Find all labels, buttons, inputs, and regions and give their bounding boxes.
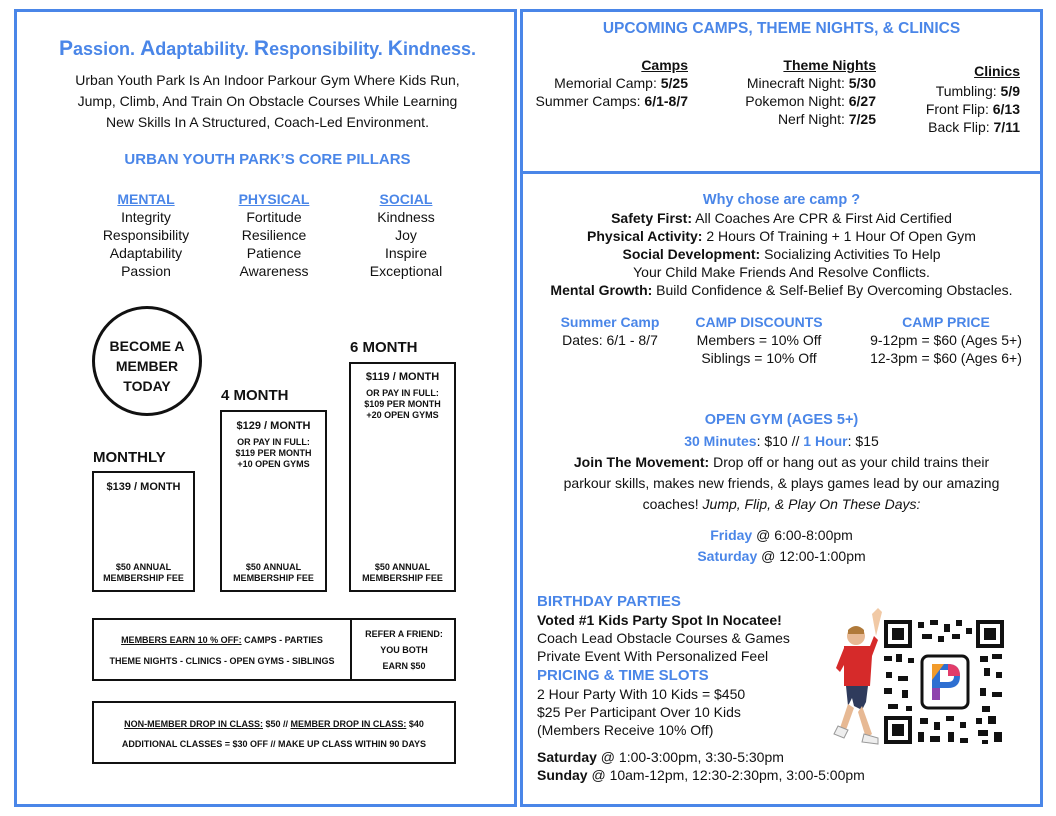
plan-label-four: 4 MONTH [221, 387, 289, 404]
pillar-physical: PHYSICAL Fortitude Resilience Patience Awareness [238, 191, 310, 279]
camp-price: CAMP PRICE 9-12pm = $60 (Ages 5+) 12-3pm = $60 (Ages 6+) [870, 314, 1022, 366]
plan-card-six: $119 / MONTH OR PAY IN FULL: $109 PER MONTH +20 OPEN GYMS $50 ANNUAL MEMBERSHIP FEE [349, 362, 456, 592]
summer-camp-info: Summer Camp Dates: 6/1 - 8/7 [560, 314, 660, 348]
tagline [14, 37, 521, 61]
camps-column: Camps Memorial Camp: 5/25 Summer Camps: 6/1-8/7 [535, 57, 688, 109]
drop-in-box: NON-MEMBER DROP IN CLASS: $50 // MEMBER DROP IN CLASS: $40 ADDITIONAL CLASSES = $30 OFF // MAKE UP CLASS WITHIN 90 DAYS [92, 701, 456, 764]
plan-label-six: 6 MONTH [350, 339, 418, 356]
pillars-title: URBAN YOUTH PARK’S CORE PILLARS [124, 151, 411, 168]
open-gym-section: OPEN GYM (AGES 5+) 30 Minutes: $10 // 1 Hour: $15 Join The Movement: Drop off or hang out as your child trains their parkour skills, makes new friends, & plays games lead by our amazing coaches! Jump, Flip, & Play On These Days: Friday @ 6:00-8:00pm Saturday @ 12:00-1:00pm [563, 412, 1000, 564]
why-section: Why chose are camp ? Safety First: All Coaches Are CPR & First Aid Certified Physical Activity: 2 Hours Of Training + 1 Hour Of Open Gym Social Development: Socializing Activities To Help Your Child Make Friends And Resolve Conflicts. Mental Growth: Build Confidence & Self-Belief By Overcoming Obstacles. [550, 192, 1013, 298]
become-member-circle: BECOME A MEMBER TODAY [92, 306, 202, 416]
tagline-word: Responsibility. [253, 37, 388, 60]
birthday-section: BIRTHDAY PARTIES Voted #1 Kids Party Spot In Nocatee! Coach Lead Obstacle Courses & Games Private Event With Personalized Feel PRICING & TIME SLOTS 2 Hour Party With 10 Kids = $450 $25 Per Participant Over 10 Kids (Members Receive 10% Off) Saturday @ 1:00-3:00pm, 3:30-5:30pm Sunday @ 10am-12pm, 12:30-2:30pm, 3:00-5:00pm [537, 593, 865, 783]
plan-card-monthly: $139 / MONTH $50 ANNUAL MEMBERSHIP FEE [92, 471, 195, 592]
tagline-word: Passion. [59, 37, 141, 60]
tagline-word: Kindness. [387, 37, 476, 60]
upcoming-title: UPCOMING CAMPS, THEME NIGHTS, & CLINICS [602, 20, 961, 37]
qr-code-image [882, 618, 1006, 746]
tagline-word: Adaptability. [140, 37, 254, 60]
member-discount-box: MEMBERS EARN 10 % OFF: CAMPS - PARTIES THEME NIGHTS - CLINICS - OPEN GYMS - SIBLINGS REFER A FRIEND: YOU BOTH EARN $50 [92, 618, 456, 681]
theme-nights-column: Theme Nights Minecraft Night: 5/30 Pokemon Night: 6/27 Nerf Night: 7/25 [745, 57, 876, 127]
plan-label-monthly: MONTHLY [93, 449, 166, 466]
pillar-social: SOCIAL Kindness Joy Inspire Exceptional [369, 191, 443, 279]
camp-discounts: CAMP DISCOUNTS Members = 10% Off Siblings = 10% Off [695, 314, 823, 366]
intro-text: Urban Youth Park Is An Indoor Parkour Gym Where Kids Run, Jump, Climb, And Train On Obstacle Courses While Learning New Skills In A Structured, Coach-Led Environment. [75, 72, 460, 130]
pillar-mental: MENTAL Integrity Responsibility Adaptability Passion [102, 191, 190, 279]
plan-card-four: $129 / MONTH OR PAY IN FULL: $119 PER MONTH +10 OPEN GYMS $50 ANNUAL MEMBERSHIP FEE [220, 410, 327, 592]
clinics-column: Clinics Tumbling: 5/9 Front Flip: 6/13 Back Flip: 7/11 [925, 63, 1020, 135]
